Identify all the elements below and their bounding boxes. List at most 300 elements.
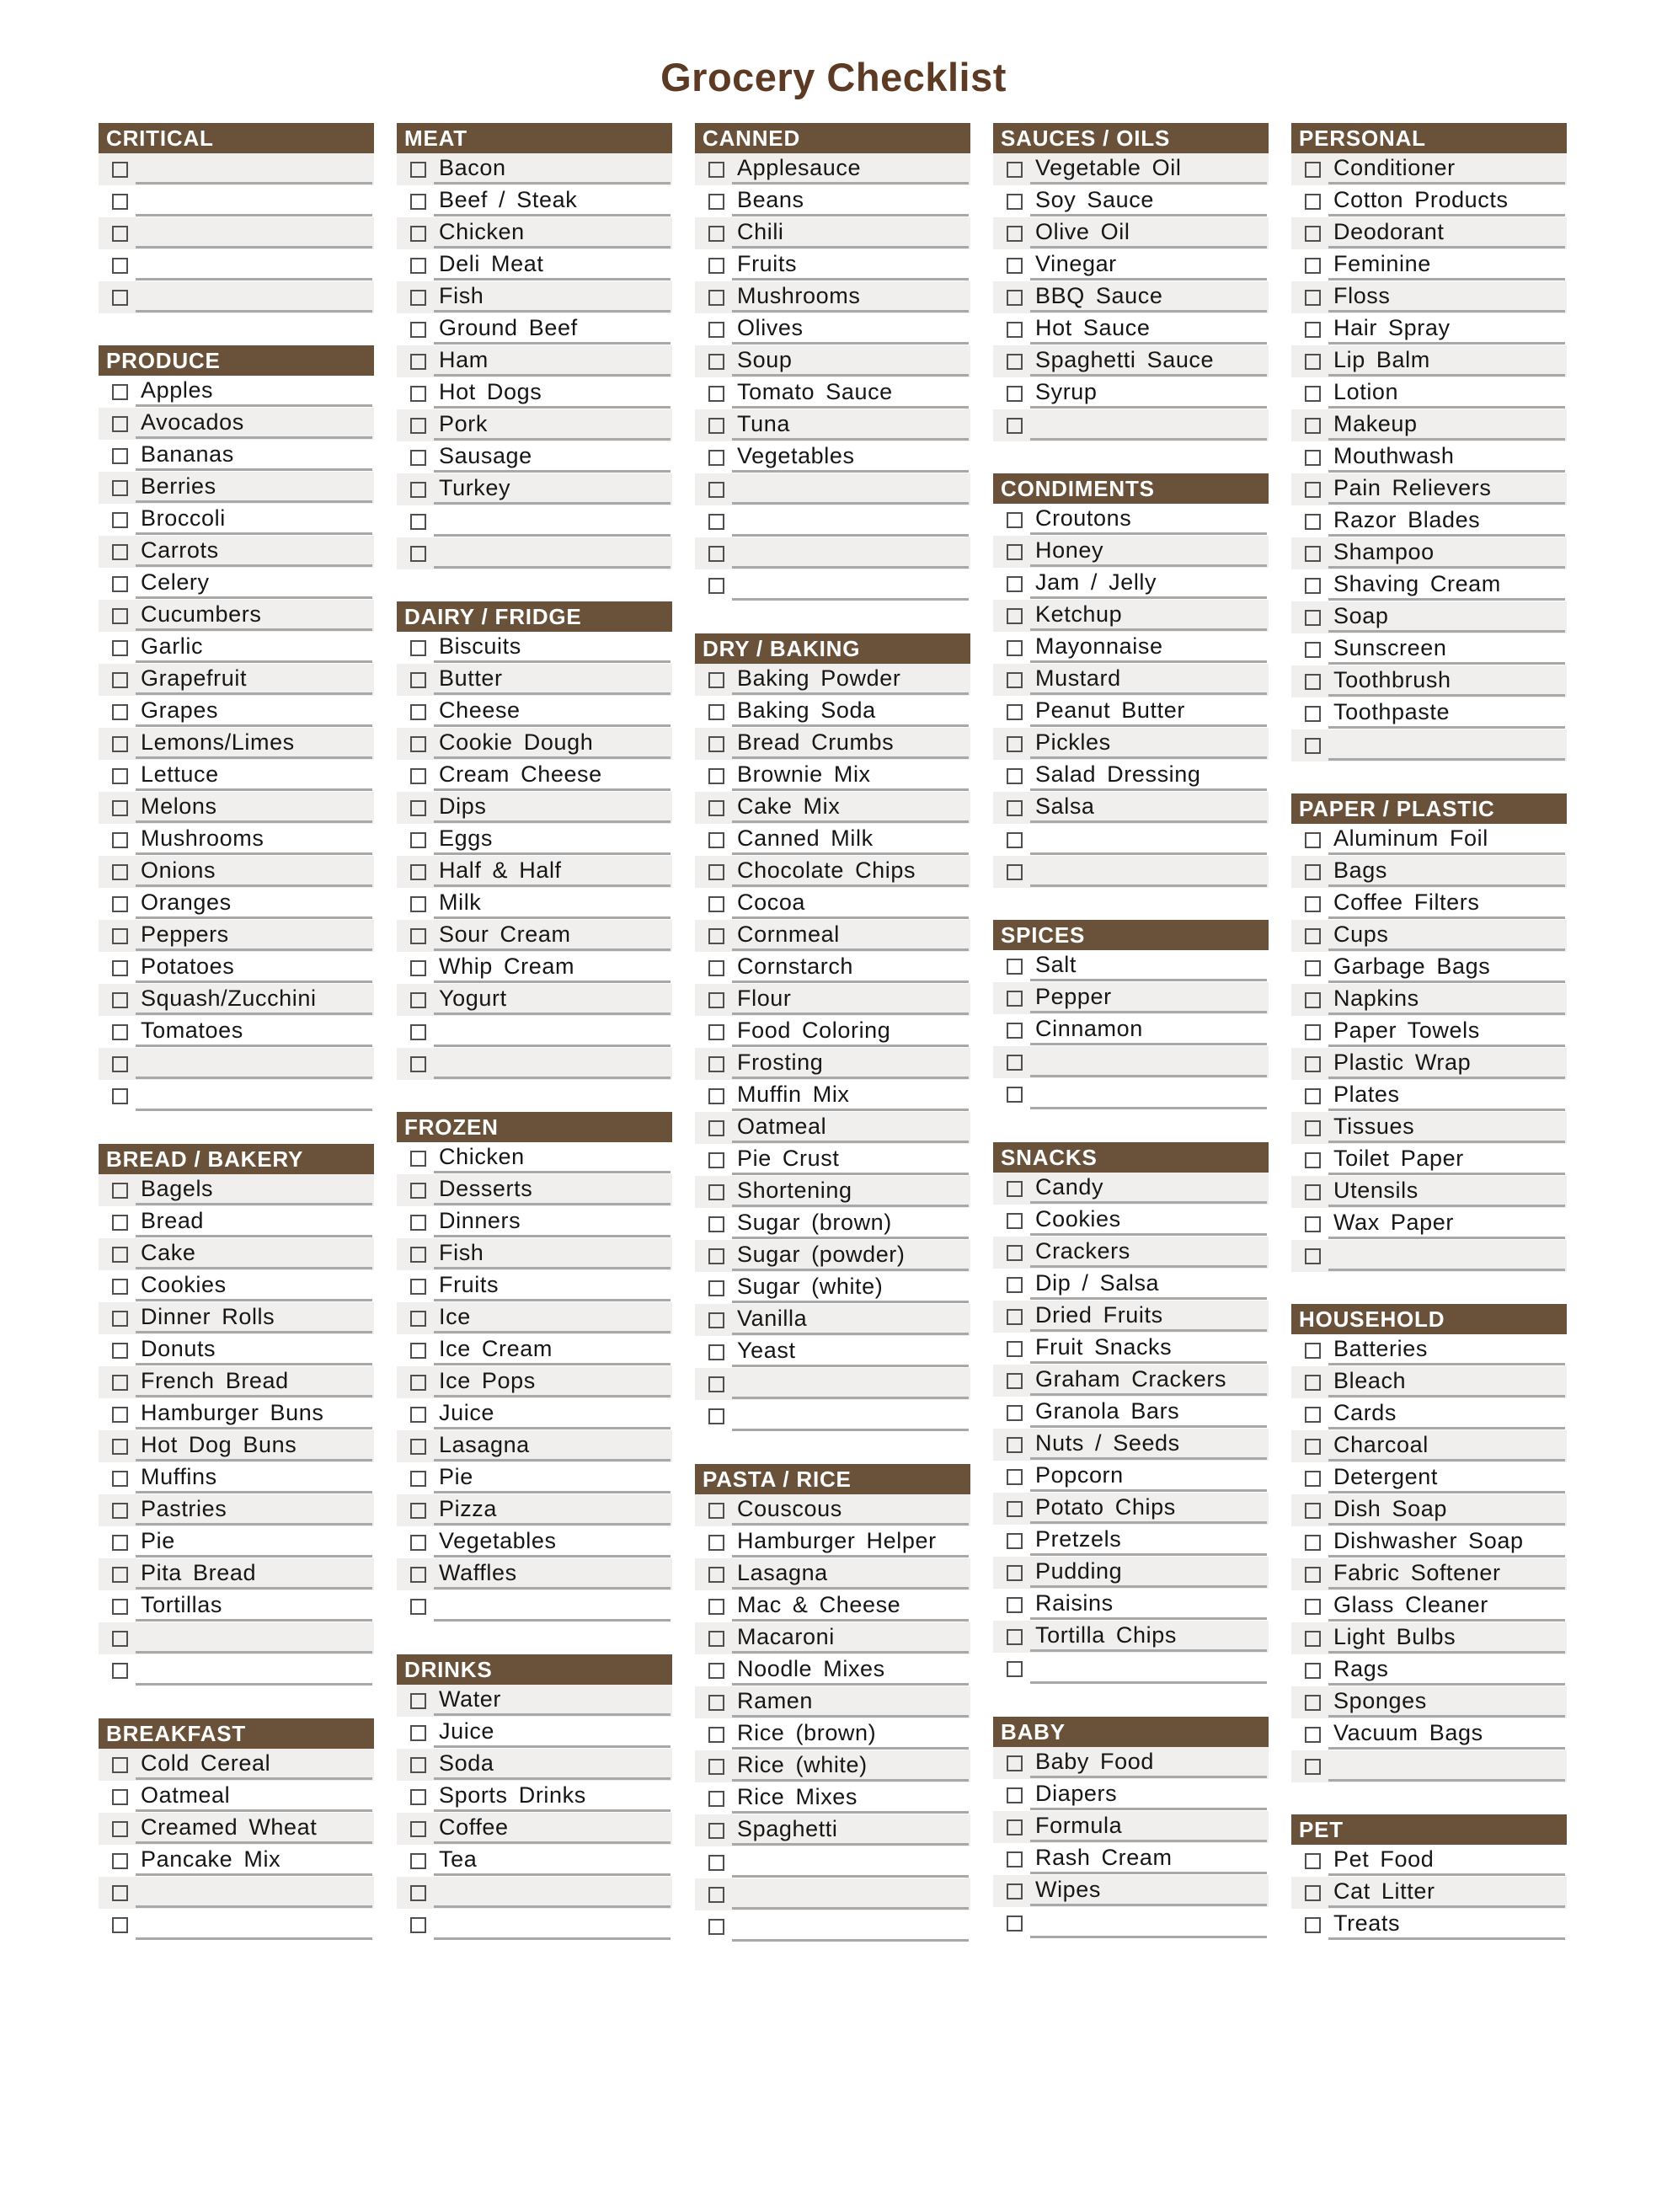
checkbox-icon[interactable]: [1305, 450, 1321, 466]
checklist-row-blank: [993, 1078, 1269, 1110]
checkbox-icon[interactable]: [112, 1535, 128, 1551]
checkbox-icon[interactable]: [112, 1917, 128, 1933]
checkbox-icon[interactable]: [112, 544, 128, 560]
checklist-row: [99, 856, 374, 888]
checkbox-icon[interactable]: [708, 386, 724, 402]
checkbox-icon[interactable]: [410, 672, 426, 688]
checklist-row-blank: [99, 1080, 374, 1112]
item-label: Pie: [439, 1464, 473, 1489]
checkbox-icon[interactable]: [112, 1088, 128, 1104]
checkbox-icon[interactable]: [1007, 1213, 1023, 1229]
checkbox-icon[interactable]: [1305, 1535, 1321, 1551]
checkbox-icon[interactable]: [112, 226, 128, 242]
checkbox-icon[interactable]: [1305, 514, 1321, 530]
checkbox-icon[interactable]: [1007, 544, 1023, 560]
checkbox-icon[interactable]: [708, 1503, 724, 1519]
checkbox-icon[interactable]: [112, 1471, 128, 1487]
checkbox-icon[interactable]: [112, 1215, 128, 1231]
checkbox-icon[interactable]: [1007, 1469, 1023, 1485]
checklist-row: [993, 1621, 1269, 1653]
checkbox-icon[interactable]: [708, 1408, 724, 1424]
checkbox-icon[interactable]: [112, 384, 128, 400]
checkbox-icon[interactable]: [112, 640, 128, 656]
checkbox-icon[interactable]: [410, 1056, 426, 1072]
checkbox-icon[interactable]: [112, 992, 128, 1008]
item-label: Deodorant: [1333, 219, 1445, 244]
checkbox-icon[interactable]: [1305, 1917, 1321, 1933]
checkbox-icon[interactable]: [1007, 1181, 1023, 1197]
checkbox-icon[interactable]: [708, 992, 724, 1008]
checkbox-icon[interactable]: [410, 1024, 426, 1040]
checkbox-icon[interactable]: [112, 1056, 128, 1072]
checkbox-icon[interactable]: [1007, 959, 1023, 975]
write-in-line: [434, 1905, 671, 1908]
checkbox-icon[interactable]: [1305, 642, 1321, 658]
checkbox-icon[interactable]: [708, 1312, 724, 1328]
checkbox-icon[interactable]: [1305, 1407, 1321, 1423]
checkbox-icon[interactable]: [1305, 1056, 1321, 1072]
checkbox-icon[interactable]: [410, 992, 426, 1008]
checkbox-icon[interactable]: [1007, 1405, 1023, 1421]
item-label: Croutons: [1035, 505, 1132, 531]
checkbox-icon[interactable]: [1007, 418, 1023, 434]
checkbox-icon[interactable]: [112, 1247, 128, 1263]
checkbox-icon[interactable]: [1007, 1629, 1023, 1645]
checkbox-icon[interactable]: [112, 1853, 128, 1869]
checkbox-icon[interactable]: [112, 1789, 128, 1805]
checkbox-icon[interactable]: [1305, 928, 1321, 944]
checkbox-icon[interactable]: [1007, 1533, 1023, 1549]
checkbox-icon[interactable]: [1305, 1024, 1321, 1040]
checkbox-icon[interactable]: [1007, 1597, 1023, 1613]
checkbox-icon[interactable]: [410, 736, 426, 752]
checkbox-icon[interactable]: [410, 418, 426, 434]
checkbox-icon[interactable]: [1305, 226, 1321, 242]
checkbox-icon[interactable]: [1305, 194, 1321, 210]
checkbox-icon[interactable]: [1007, 1087, 1023, 1103]
checkbox-icon[interactable]: [410, 1789, 426, 1805]
checkbox-icon[interactable]: [112, 672, 128, 688]
checkbox-icon[interactable]: [708, 194, 724, 210]
checkbox-icon[interactable]: [1305, 546, 1321, 562]
checkbox-icon[interactable]: [410, 546, 426, 562]
item-label: Mouthwash: [1333, 443, 1455, 468]
checkbox-icon[interactable]: [1305, 1663, 1321, 1679]
checkbox-icon[interactable]: [1305, 1216, 1321, 1232]
checkbox-icon[interactable]: [708, 928, 724, 944]
checkbox-icon[interactable]: [112, 1439, 128, 1455]
checkbox-icon[interactable]: [1305, 610, 1321, 626]
checkbox-icon[interactable]: [1007, 1755, 1023, 1771]
checkbox-icon[interactable]: [1007, 290, 1023, 306]
checkbox-icon[interactable]: [1007, 162, 1023, 178]
checkbox-icon[interactable]: [112, 768, 128, 784]
checkbox-icon[interactable]: [1305, 1184, 1321, 1200]
checkbox-icon[interactable]: [1305, 1567, 1321, 1583]
checkbox-icon[interactable]: [1305, 1599, 1321, 1615]
checkbox-icon[interactable]: [1007, 608, 1023, 624]
checkbox-icon[interactable]: [1007, 1023, 1023, 1039]
item-label: Bags: [1333, 858, 1387, 883]
checkbox-icon[interactable]: [708, 226, 724, 242]
checkbox-icon[interactable]: [1007, 800, 1023, 816]
checkbox-icon[interactable]: [410, 1567, 426, 1583]
section-header-snacks: SNACKS: [993, 1142, 1269, 1173]
checklist-row-blank: [993, 1653, 1269, 1685]
checkbox-icon[interactable]: [708, 1791, 724, 1807]
checkbox-icon[interactable]: [1007, 1373, 1023, 1389]
checklist-row: [397, 1270, 672, 1302]
checkbox-icon[interactable]: [708, 800, 724, 816]
checkbox-icon[interactable]: [1007, 322, 1023, 338]
checkbox-icon[interactable]: [112, 1503, 128, 1519]
checkbox-icon[interactable]: [1305, 896, 1321, 912]
checklist-row: [99, 1845, 374, 1877]
item-label: Pie: [141, 1528, 175, 1553]
checkbox-icon[interactable]: [112, 290, 128, 306]
checkbox-icon[interactable]: [410, 322, 426, 338]
item-label: Pepper: [1035, 984, 1112, 1009]
checkbox-icon[interactable]: [708, 1727, 724, 1743]
checkbox-icon[interactable]: [1305, 1152, 1321, 1168]
checkbox-icon[interactable]: [1007, 258, 1023, 274]
checkbox-icon[interactable]: [1305, 1759, 1321, 1775]
checkbox-icon[interactable]: [708, 1759, 724, 1775]
checkbox-icon[interactable]: [1007, 672, 1023, 688]
item-label: Eggs: [439, 825, 493, 851]
checkbox-icon[interactable]: [1007, 704, 1023, 720]
checkbox-icon[interactable]: [410, 1693, 426, 1709]
checkbox-icon[interactable]: [1305, 864, 1321, 880]
checklist-row: [1291, 984, 1567, 1016]
checkbox-icon[interactable]: [410, 1503, 426, 1519]
item-label: Dried Fruits: [1035, 1302, 1163, 1328]
checkbox-icon[interactable]: [1007, 1437, 1023, 1453]
checklist-row: [397, 249, 672, 281]
checkbox-icon[interactable]: [708, 1535, 724, 1551]
checkbox-icon[interactable]: [1305, 322, 1321, 338]
checkbox-icon[interactable]: [410, 450, 426, 466]
checkbox-icon[interactable]: [410, 832, 426, 848]
checkbox-icon[interactable]: [410, 1407, 426, 1423]
checkbox-icon[interactable]: [112, 928, 128, 944]
checkbox-icon[interactable]: [410, 482, 426, 498]
checkbox-icon[interactable]: [708, 1184, 724, 1200]
section-header-personal: PERSONAL: [1291, 123, 1567, 153]
checkbox-icon[interactable]: [410, 1343, 426, 1359]
checkbox-icon[interactable]: [708, 482, 724, 498]
checkbox-icon[interactable]: [1305, 674, 1321, 690]
checkbox-icon[interactable]: [1007, 832, 1023, 848]
checkbox-icon[interactable]: [708, 1631, 724, 1647]
checklist-row: [397, 888, 672, 920]
checkbox-icon[interactable]: [708, 1376, 724, 1392]
checkbox-icon[interactable]: [410, 960, 426, 976]
checkbox-icon[interactable]: [410, 1279, 426, 1295]
checkbox-icon[interactable]: [1007, 1851, 1023, 1867]
checkbox-icon[interactable]: [1007, 768, 1023, 784]
checkbox-icon[interactable]: [410, 162, 426, 178]
checkbox-icon[interactable]: [1305, 258, 1321, 274]
checkbox-icon[interactable]: [112, 512, 128, 528]
checkbox-icon[interactable]: [1305, 162, 1321, 178]
checkbox-icon[interactable]: [112, 832, 128, 848]
checkbox-icon[interactable]: [410, 1311, 426, 1327]
checkbox-icon[interactable]: [708, 418, 724, 434]
checkbox-icon[interactable]: [708, 1823, 724, 1839]
checkbox-icon[interactable]: [1305, 1853, 1321, 1869]
checkbox-icon[interactable]: [112, 448, 128, 464]
checkbox-icon[interactable]: [410, 704, 426, 720]
section-pet: [1291, 1814, 1567, 1941]
checkbox-icon[interactable]: [410, 896, 426, 912]
checkbox-icon[interactable]: [112, 736, 128, 752]
checkbox-icon[interactable]: [112, 416, 128, 432]
checklist-row: [695, 441, 970, 473]
section-household: [1291, 1304, 1567, 1782]
checkbox-icon[interactable]: [708, 1919, 724, 1935]
checklist-row: [695, 664, 970, 696]
checkbox-icon[interactable]: [1007, 1277, 1023, 1293]
checkbox-icon[interactable]: [708, 896, 724, 912]
checkbox-icon[interactable]: [1305, 1343, 1321, 1359]
checkbox-icon[interactable]: [708, 1599, 724, 1615]
checkbox-icon[interactable]: [1007, 1501, 1023, 1517]
checkbox-icon[interactable]: [1007, 576, 1023, 592]
checkbox-icon[interactable]: [112, 1821, 128, 1837]
checkbox-icon[interactable]: [708, 1695, 724, 1711]
checklist-row: [993, 760, 1269, 792]
checkbox-icon[interactable]: [708, 1280, 724, 1296]
checklist-row: [397, 664, 672, 696]
checkbox-icon[interactable]: [1305, 1885, 1321, 1901]
checkbox-icon[interactable]: [1007, 1819, 1023, 1835]
checkbox-icon[interactable]: [410, 1247, 426, 1263]
checkbox-icon[interactable]: [112, 800, 128, 816]
checkbox-icon[interactable]: [410, 1439, 426, 1455]
checkbox-icon[interactable]: [1007, 991, 1023, 1007]
write-in-line: [434, 1937, 671, 1940]
checkbox-icon[interactable]: [1305, 1088, 1321, 1104]
checkbox-icon[interactable]: [1007, 1883, 1023, 1899]
checklist-row: [99, 1270, 374, 1302]
checkbox-icon[interactable]: [112, 896, 128, 912]
checkbox-icon[interactable]: [1007, 1661, 1023, 1677]
checkbox-icon[interactable]: [708, 1088, 724, 1104]
checkbox-icon[interactable]: [708, 290, 724, 306]
checklist-row: [1291, 697, 1567, 729]
checkbox-icon[interactable]: [1007, 864, 1023, 880]
checkbox-icon[interactable]: [112, 1757, 128, 1773]
checkbox-icon[interactable]: [708, 578, 724, 594]
checkbox-icon[interactable]: [410, 1757, 426, 1773]
checkbox-icon[interactable]: [112, 162, 128, 178]
checkbox-icon[interactable]: [112, 1599, 128, 1615]
checkbox-icon[interactable]: [1305, 290, 1321, 306]
checkbox-icon[interactable]: [1305, 992, 1321, 1008]
checkbox-icon[interactable]: [708, 704, 724, 720]
checkbox-icon[interactable]: [112, 1279, 128, 1295]
item-label: Pretzels: [1035, 1526, 1122, 1552]
item-label: Hot Dogs: [439, 379, 542, 404]
checkbox-icon[interactable]: [1305, 1248, 1321, 1264]
write-in-line: [1030, 852, 1267, 855]
checkbox-icon[interactable]: [410, 1375, 426, 1391]
checkbox-icon[interactable]: [1305, 1727, 1321, 1743]
checkbox-icon[interactable]: [410, 928, 426, 944]
checkbox-icon[interactable]: [112, 1183, 128, 1199]
checklist-row: [993, 1811, 1269, 1843]
checkbox-icon[interactable]: [1305, 1120, 1321, 1136]
checkbox-icon[interactable]: [410, 1215, 426, 1231]
checklist-row: [993, 345, 1269, 377]
checkbox-icon[interactable]: [1305, 1375, 1321, 1391]
item-label: Ramen: [737, 1688, 814, 1713]
checkbox-icon[interactable]: [112, 1663, 128, 1679]
checkbox-icon[interactable]: [410, 864, 426, 880]
checkbox-icon[interactable]: [112, 1567, 128, 1583]
checkbox-icon[interactable]: [112, 608, 128, 624]
checkbox-icon[interactable]: [708, 1344, 724, 1360]
checkbox-icon[interactable]: [1007, 1341, 1023, 1357]
checkbox-icon[interactable]: [708, 546, 724, 562]
item-label: Diapers: [1035, 1781, 1118, 1806]
checkbox-icon[interactable]: [708, 1887, 724, 1903]
checkbox-icon[interactable]: [1007, 640, 1023, 656]
item-label: Soup: [737, 347, 793, 372]
checklist-row: [397, 632, 672, 664]
checkbox-icon[interactable]: [1305, 386, 1321, 402]
checkbox-icon[interactable]: [708, 322, 724, 338]
checkbox-icon[interactable]: [410, 194, 426, 210]
checkbox-icon[interactable]: [708, 1663, 724, 1679]
checkbox-icon[interactable]: [1305, 832, 1321, 848]
checkbox-icon[interactable]: [112, 1407, 128, 1423]
checkbox-icon[interactable]: [708, 1248, 724, 1264]
checkbox-icon[interactable]: [410, 258, 426, 274]
checkbox-icon[interactable]: [1305, 960, 1321, 976]
checkbox-icon[interactable]: [708, 768, 724, 784]
checkbox-icon[interactable]: [708, 1567, 724, 1583]
checkbox-icon[interactable]: [112, 1343, 128, 1359]
checkbox-icon[interactable]: [410, 1885, 426, 1901]
write-in-line: [434, 566, 671, 569]
checkbox-icon[interactable]: [112, 1024, 128, 1040]
checkbox-icon[interactable]: [708, 258, 724, 274]
checkbox-icon[interactable]: [1305, 578, 1321, 594]
checkbox-icon[interactable]: [1007, 1915, 1023, 1931]
checkbox-icon[interactable]: [708, 832, 724, 848]
item-label: Juice: [439, 1718, 495, 1744]
checklist-row-blank: [99, 185, 374, 217]
checkbox-icon[interactable]: [410, 1151, 426, 1167]
checkbox-icon[interactable]: [1007, 194, 1023, 210]
checklist-row: [993, 1365, 1269, 1397]
checkbox-icon[interactable]: [1007, 1245, 1023, 1261]
checkbox-icon[interactable]: [1305, 1503, 1321, 1519]
checkbox-icon[interactable]: [410, 1535, 426, 1551]
checkbox-icon[interactable]: [1305, 1439, 1321, 1455]
checkbox-icon[interactable]: [708, 162, 724, 178]
checkbox-icon[interactable]: [410, 1599, 426, 1615]
checkbox-icon[interactable]: [708, 960, 724, 976]
item-label: Hamburger Buns: [141, 1400, 324, 1425]
checkbox-icon[interactable]: [112, 576, 128, 592]
checkbox-icon[interactable]: [1007, 354, 1023, 370]
checkbox-icon[interactable]: [708, 1855, 724, 1871]
checkbox-icon[interactable]: [708, 1024, 724, 1040]
checkbox-icon[interactable]: [708, 1056, 724, 1072]
checkbox-icon[interactable]: [1305, 738, 1321, 754]
checkbox-icon[interactable]: [410, 1183, 426, 1199]
checkbox-icon[interactable]: [708, 864, 724, 880]
checkbox-icon[interactable]: [1305, 354, 1321, 370]
checkbox-icon[interactable]: [112, 1631, 128, 1647]
checkbox-icon[interactable]: [1007, 1787, 1023, 1803]
checkbox-icon[interactable]: [1007, 736, 1023, 752]
checkbox-icon[interactable]: [112, 1375, 128, 1391]
checkbox-icon[interactable]: [1305, 1695, 1321, 1711]
checkbox-icon[interactable]: [1007, 1055, 1023, 1071]
checkbox-icon[interactable]: [708, 354, 724, 370]
checkbox-icon[interactable]: [708, 450, 724, 466]
checkbox-icon[interactable]: [1305, 482, 1321, 498]
checkbox-icon[interactable]: [1007, 1565, 1023, 1581]
checkbox-icon[interactable]: [708, 1152, 724, 1168]
checkbox-icon[interactable]: [708, 1120, 724, 1136]
checkbox-icon[interactable]: [112, 480, 128, 496]
checkbox-icon[interactable]: [410, 800, 426, 816]
checkbox-icon[interactable]: [112, 864, 128, 880]
checkbox-icon[interactable]: [1007, 386, 1023, 402]
checkbox-icon[interactable]: [112, 1885, 128, 1901]
checkbox-icon[interactable]: [410, 226, 426, 242]
item-label: Tortillas: [141, 1592, 222, 1617]
checkbox-icon[interactable]: [1007, 512, 1023, 528]
checkbox-icon[interactable]: [112, 194, 128, 210]
checkbox-icon[interactable]: [410, 1725, 426, 1741]
checkbox-icon[interactable]: [708, 514, 724, 530]
checkbox-icon[interactable]: [410, 514, 426, 530]
checkbox-icon[interactable]: [112, 960, 128, 976]
checkbox-icon[interactable]: [112, 1311, 128, 1327]
checkbox-icon[interactable]: [708, 672, 724, 688]
item-label: Mushrooms: [141, 825, 264, 851]
checkbox-icon[interactable]: [410, 290, 426, 306]
checkbox-icon[interactable]: [112, 704, 128, 720]
checkbox-icon[interactable]: [410, 640, 426, 656]
checkbox-icon[interactable]: [1007, 1309, 1023, 1325]
checkbox-icon[interactable]: [1305, 418, 1321, 434]
checkbox-icon[interactable]: [410, 386, 426, 402]
checkbox-icon[interactable]: [708, 1216, 724, 1232]
checkbox-icon[interactable]: [112, 258, 128, 274]
section-paper-plastic: [1291, 793, 1567, 1272]
checkbox-icon[interactable]: [410, 1471, 426, 1487]
checkbox-icon[interactable]: [1007, 226, 1023, 242]
checkbox-icon[interactable]: [1305, 706, 1321, 722]
checkbox-icon[interactable]: [1305, 1471, 1321, 1487]
checklist-row-blank: [99, 217, 374, 249]
checkbox-icon[interactable]: [410, 1821, 426, 1837]
checkbox-icon[interactable]: [708, 736, 724, 752]
checkbox-icon[interactable]: [410, 354, 426, 370]
checkbox-icon[interactable]: [1305, 1631, 1321, 1647]
checkbox-icon[interactable]: [410, 1853, 426, 1869]
checkbox-icon[interactable]: [410, 1917, 426, 1933]
checklist-row: [993, 664, 1269, 696]
checkbox-icon[interactable]: [410, 768, 426, 784]
